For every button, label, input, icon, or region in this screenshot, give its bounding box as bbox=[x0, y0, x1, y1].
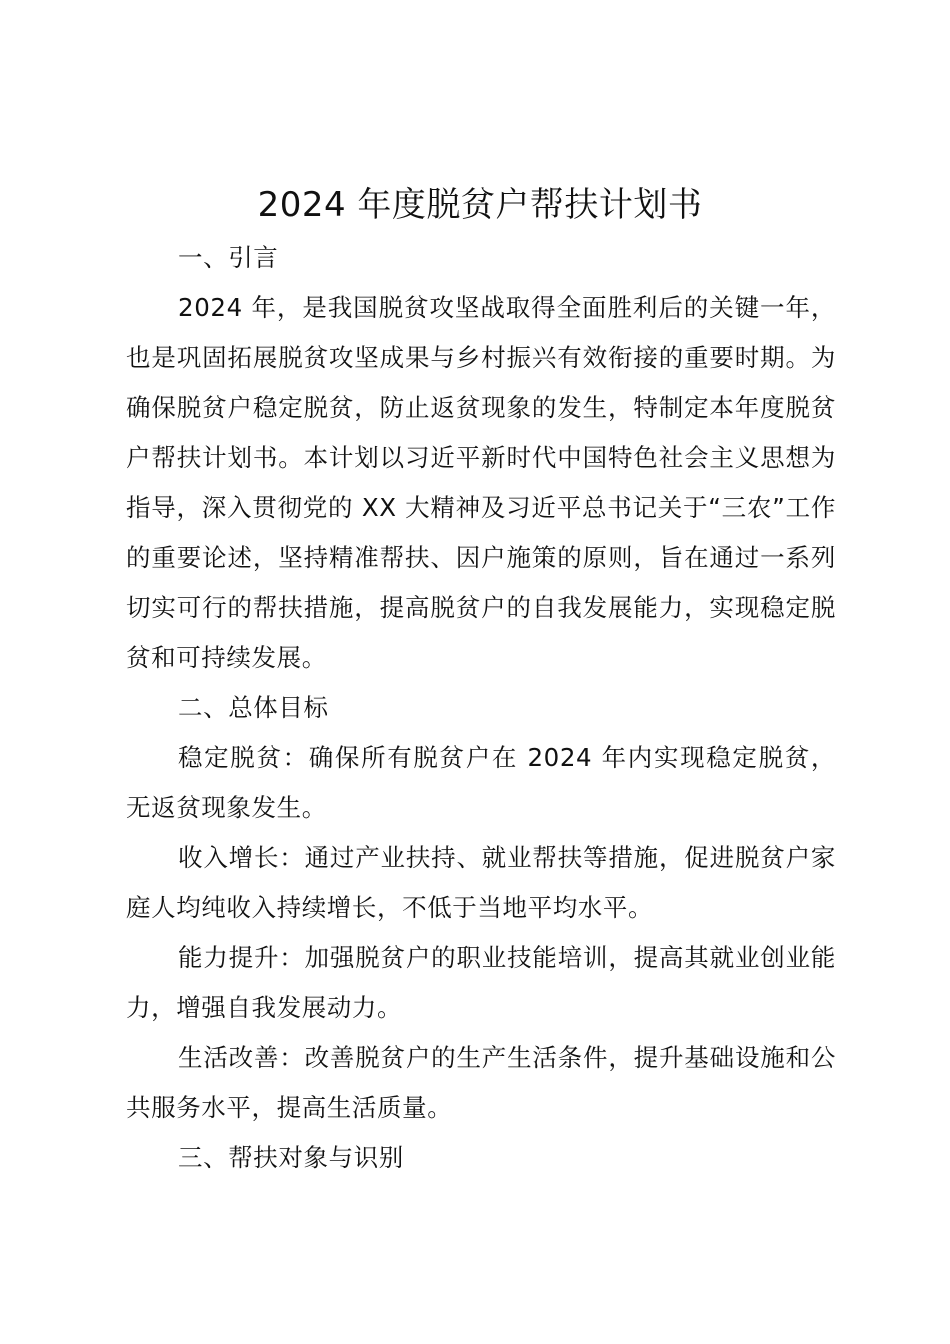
paragraph-intro: 2024 年，是我国脱贫攻坚战取得全面胜利后的关键一年，也是巩固拓展脱贫攻坚成果与乡村振兴有效衔接的重要时期。为确保脱贫户稳定脱贫，防止返贫现象的发生，特制定本年度脱贫户帮扶计划书。本计划以习近平新时代中国特色社会主义思想为指导，深入贯彻党的 XX 大精神及习近平总书记关于“三农”工作的重要论述，坚持精准帮扶、因户施策的原则，旨在通过一系列切实可行的帮扶措施，提高脱贫户的自我发展能力，实现稳定脱贫和可持续发展。 bbox=[126, 293, 836, 672]
section-heading-intro: 一、引言 bbox=[178, 243, 279, 272]
paragraph-goal-income: 收入增长：通过产业扶持、就业帮扶等措施，促进脱贫户家庭人均纯收入持续增长，不低于当地平均水平。 bbox=[126, 843, 836, 922]
document-title: 2024 年度脱贫户帮扶计划书 bbox=[257, 185, 703, 225]
section-heading-goals: 二、总体目标 bbox=[178, 693, 329, 722]
document-body bbox=[126, 233, 836, 1183]
paragraph-goal-living: 生活改善：改善脱贫户的生产生活条件，提升基础设施和公共服务水平，提高生活质量。 bbox=[126, 1043, 836, 1122]
paragraph-goal-ability: 能力提升：加强脱贫户的职业技能培训，提高其就业创业能力，增强自我发展动力。 bbox=[126, 943, 836, 1022]
section-heading-targets: 三、帮扶对象与识别 bbox=[178, 1143, 404, 1172]
paragraph-goal-stable: 稳定脱贫：确保所有脱贫户在 2024 年内实现稳定脱贫，无返贫现象发生。 bbox=[126, 743, 836, 822]
